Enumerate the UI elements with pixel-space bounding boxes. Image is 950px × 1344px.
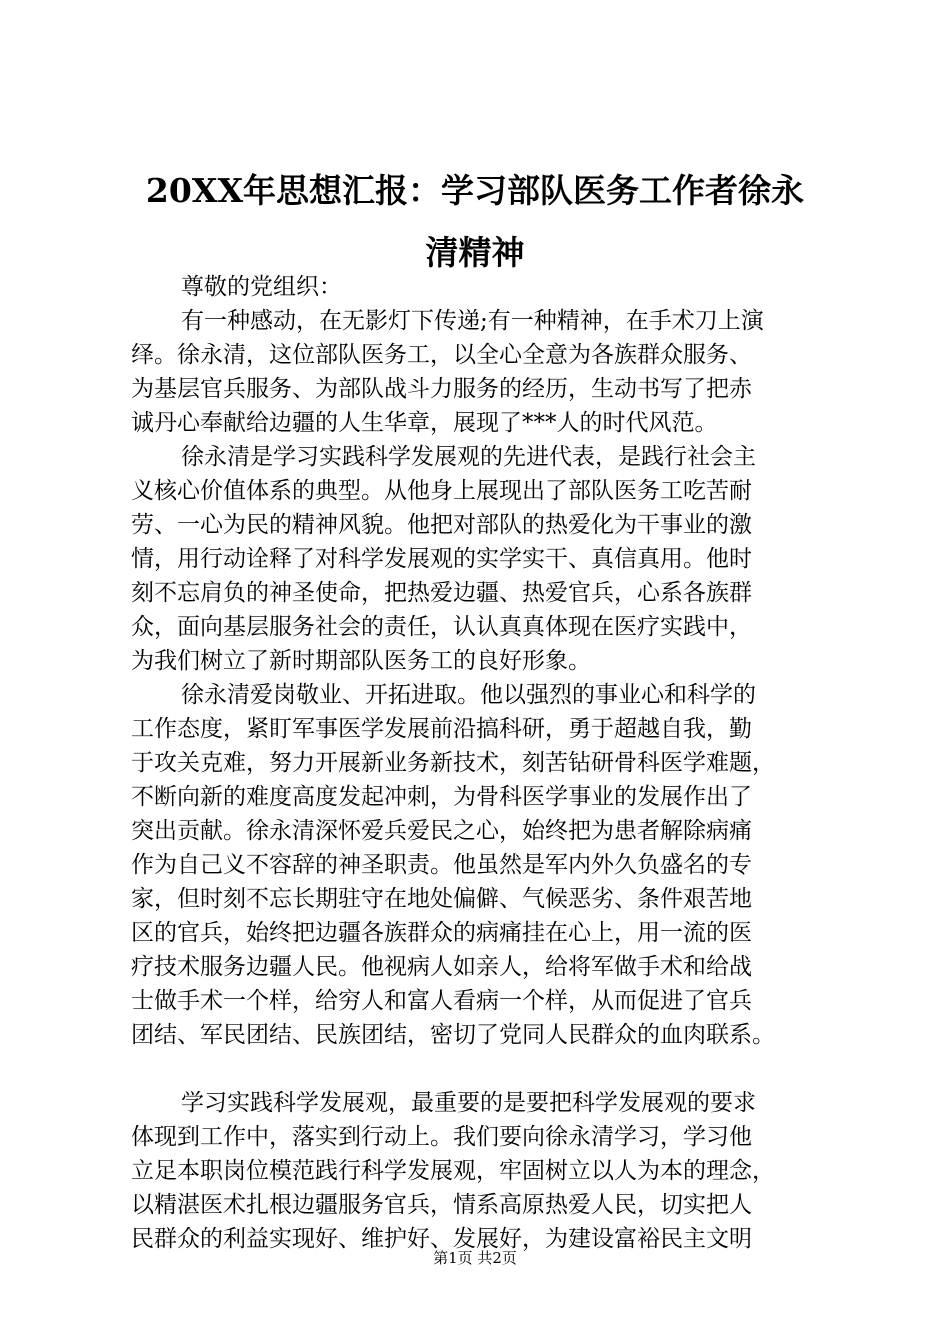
salutation-text: 尊敬的党组织： bbox=[181, 274, 342, 300]
paragraph-line: 家，但时刻不忘长期驻守在地处偏僻、气候恶劣、条件艰苦地 bbox=[131, 886, 752, 912]
paragraph-line: 团结、军民团结、民族团结，密切了党同人民群众的血肉联系。 bbox=[131, 1022, 775, 1048]
paragraph-2 bbox=[131, 440, 846, 678]
paragraph-line: 士做手术一个样，给穷人和富人看病一个样，从而促进了官兵 bbox=[131, 988, 752, 1014]
paragraph-spacer bbox=[131, 1052, 846, 1086]
paragraph-line: 疗技术服务边疆人民。他视病人如亲人，给将军做手术和给战 bbox=[131, 954, 752, 980]
paragraph-4 bbox=[131, 1086, 846, 1256]
paragraph-line: 突出贡献。徐永清深怀爱兵爱民之心，始终把为患者解除病痛 bbox=[131, 818, 752, 844]
paragraph-line: 劳、一心为民的精神风貌。他把对部队的热爱化为干事业的激 bbox=[131, 512, 752, 538]
paragraph-line: 以精湛医术扎根边疆服务官兵，情系高原热爱人民，切实把人 bbox=[131, 1192, 752, 1218]
paragraph-3 bbox=[131, 678, 846, 1052]
paragraph-line: 立足本职岗位模范践行科学发展观，牢固树立以人为本的理念， bbox=[131, 1158, 775, 1184]
paragraph-line: 区的官兵，始终把边疆各族群众的病痛挂在心上，用一流的医 bbox=[131, 920, 752, 946]
document-title bbox=[120, 160, 830, 284]
page-footer: 第1页 共2页 bbox=[433, 1249, 517, 1267]
paragraph-line: 义核心价值体系的典型。从他身上展现出了部队医务工吃苦耐 bbox=[131, 478, 752, 504]
paragraph-line: 众，面向基层服务社会的责任，认认真真体现在医疗实践中， bbox=[131, 614, 752, 640]
paragraph-line: 学习实践科学发展观，最重要的是要把科学发展观的要求 bbox=[181, 1090, 756, 1116]
paragraph-line: 有一种感动，在无影灯下传递;有一种精神，在手术刀上演 bbox=[181, 308, 764, 334]
salutation bbox=[131, 270, 846, 304]
paragraph-line: 刻不忘肩负的神圣使命，把热爱边疆、热爱官兵，心系各族群 bbox=[131, 580, 752, 606]
paragraph-line: 为基层官兵服务、为部队战斗力服务的经历，生动书写了把赤 bbox=[131, 376, 752, 402]
paragraph-line: 民群众的利益实现好、维护好、发展好，为建设富裕民主文明 bbox=[131, 1226, 752, 1252]
paragraph-line: 作为自己义不容辞的神圣职责。他虽然是军内外久负盛名的专 bbox=[131, 852, 752, 878]
paragraph-line: 徐永清是学习实践科学发展观的先进代表，是践行社会主 bbox=[181, 444, 756, 470]
title-line-2: 清精神 bbox=[425, 233, 525, 272]
paragraph-line: 徐永清爱岗敬业、开拓进取。他以强烈的事业心和科学的 bbox=[181, 682, 756, 708]
document-body bbox=[131, 270, 846, 1256]
paragraph-line: 体现到工作中，落实到行动上。我们要向徐永清学习，学习他 bbox=[131, 1124, 752, 1150]
paragraph-line: 诚丹心奉献给边疆的人生华章，展现了***人的时代风范。 bbox=[131, 410, 718, 436]
title-line-1: 20XX年思想汇报：学习部队医务工作者徐永 bbox=[145, 171, 805, 210]
paragraph-line: 绎。徐永清，这位部队医务工，以全心全意为各族群众服务、 bbox=[131, 342, 752, 368]
paragraph-line: 于攻关克难，努力开展新业务新技术，刻苦钻研骨科医学难题， bbox=[131, 750, 775, 776]
paragraph-line: 情，用行动诠释了对科学发展观的实学实干、真信真用。他时 bbox=[131, 546, 752, 572]
paragraph-1 bbox=[131, 304, 846, 440]
paragraph-line: 不断向新的难度高度发起冲刺，为骨科医学事业的发展作出了 bbox=[131, 784, 752, 810]
paragraph-line: 为我们树立了新时期部队医务工的良好形象。 bbox=[131, 648, 591, 674]
paragraph-line: 工作态度，紧盯军事医学发展前沿搞科研，勇于超越自我，勤 bbox=[131, 716, 752, 742]
